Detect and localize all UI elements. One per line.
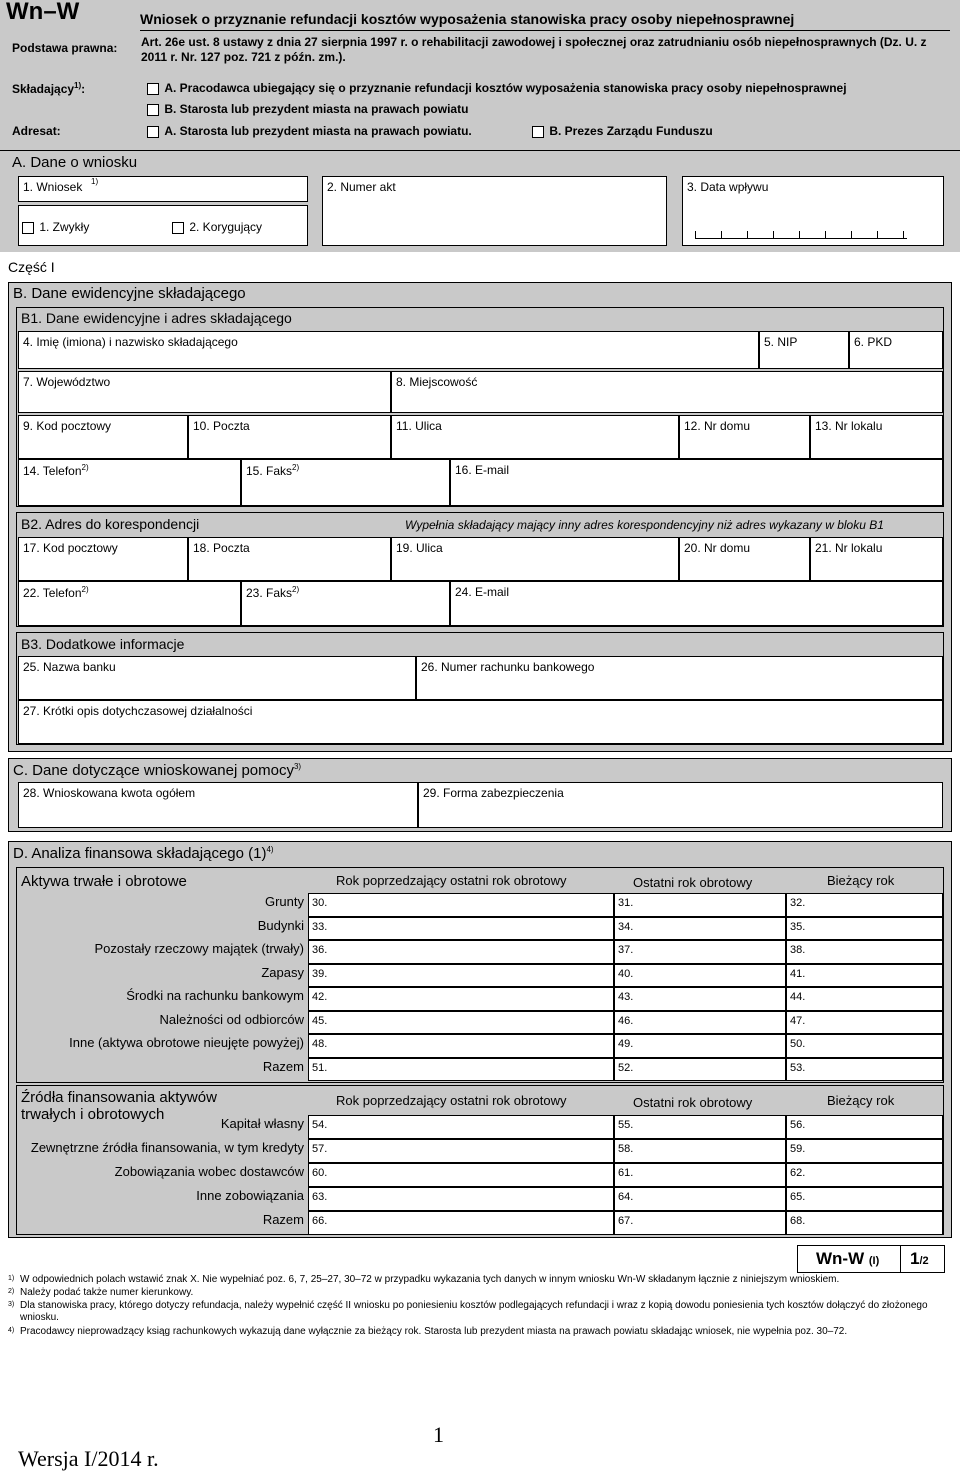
option-ordinary[interactable]: 1. Zwykły <box>22 220 89 234</box>
field-5-nip[interactable]: 5. NIP <box>759 331 849 369</box>
finance-value-cell[interactable]: 39. <box>308 964 614 988</box>
field-7-voivodeship[interactable]: 7. Województwo <box>18 371 391 413</box>
option-corrective[interactable]: 2. Korygujący <box>172 220 262 234</box>
section-c-title: C. Dane dotyczące wnioskowanej pomocy$^{3)}$ <box>13 762 302 779</box>
col-prev-year: Rok poprzedzający ostatni rok obrotowy <box>336 1093 567 1108</box>
finance-value-cell[interactable]: 34. <box>614 917 786 941</box>
finance-row-label: Zewnętrzne źródła finansowania, w tym kredyty <box>30 1140 304 1155</box>
field-17-postal-code[interactable]: 17. Kod pocztowy <box>18 537 188 581</box>
col-prev-year: Rok poprzedzający ostatni rok obrotowy <box>336 873 567 888</box>
addressee-label: Adresat: <box>12 124 61 138</box>
field-1-options <box>18 205 308 246</box>
finance-value-cell[interactable]: 41. <box>786 964 943 988</box>
finance-value-cell[interactable]: 68. <box>786 1211 943 1235</box>
field-26-account-number[interactable]: 26. Numer rachunku bankowego <box>416 656 943 700</box>
field-9-postal-code[interactable]: 9. Kod pocztowy <box>18 415 188 459</box>
submitter-label: Składający$^{1)}$: <box>12 81 86 96</box>
assets-title: Aktywa trwałe i obrotowe <box>21 873 187 890</box>
finance-value-cell[interactable]: 35. <box>786 917 943 941</box>
checkbox[interactable] <box>172 222 184 234</box>
finance-value-cell[interactable]: 52. <box>614 1058 786 1082</box>
finance-row-label: Kapitał własny <box>220 1116 304 1131</box>
col-last-year: Ostatni rok obrotowy <box>633 875 753 890</box>
finance-row-label: Budynki <box>257 917 304 933</box>
footnote-3: 3) Dla stanowiska pracy, którego dotyczy refundacja, należy wypełnić część II wniosku po poniesieniu kosztów podlegających refundacji i wraz z kopią dowodu poniesienia tych kosztów dołączyć do złożonego wniosku. <box>8 1300 928 1323</box>
field-4-name[interactable]: 4. Imię (imiona) i nazwisko składającego <box>18 331 759 369</box>
field-25-bank-name[interactable]: 25. Nazwa banku <box>18 656 416 700</box>
finance-value-cell[interactable]: 37. <box>614 940 786 964</box>
finance-value-cell[interactable]: 36. <box>308 940 614 964</box>
page-box <box>797 1245 945 1273</box>
checkbox[interactable] <box>147 83 159 95</box>
finance-row-label: Zapasy <box>261 964 304 980</box>
field-14-phone[interactable]: 14. Telefon$^{2)}$ <box>18 459 241 506</box>
finance-value-cell[interactable]: 54. <box>308 1115 614 1139</box>
finance-value-cell[interactable]: 61. <box>614 1163 786 1187</box>
section-d-title: D. Analiza finansowa składającego $(1)^{4)}$ <box>13 845 274 862</box>
form-code: Wn–W <box>6 0 80 25</box>
finance-row-label: Inne (aktywa obrotowe nieujęte powyżej) <box>69 1035 304 1050</box>
field-3-receipt-date[interactable]: 3. Data wpływu <box>682 176 944 246</box>
finance-row-label: Inne zobowiązania <box>196 1188 304 1203</box>
title-underline <box>140 30 950 31</box>
field-12-house-number[interactable]: 12. Nr domu <box>679 415 810 459</box>
finance-value-cell[interactable]: 47. <box>786 1011 943 1035</box>
field-24-email[interactable]: 24. E-mail <box>450 581 943 626</box>
field-23-fax[interactable]: 23. Faks$^{2)}$ <box>241 581 450 626</box>
form-title: Wniosek o przyznanie refundacji kosztów wyposażenia stanowiska pracy osoby niepełnosprawnej <box>140 11 795 27</box>
checkbox[interactable] <box>532 126 544 138</box>
addressee-option-a[interactable]: A. Starosta lub prezydent miasta na prawach powiatu. <box>147 124 472 138</box>
b3-title: B3. Dodatkowe informacje <box>21 636 185 652</box>
finance-value-cell[interactable]: 51. <box>308 1058 614 1082</box>
finance-row-label: Należności od odbiorców <box>159 1011 304 1027</box>
b1-title: B1. Dane ewidencyjne i adres składającego <box>21 310 292 326</box>
part-1-title: Część I <box>8 259 55 275</box>
finance-value-cell[interactable]: 56. <box>786 1115 943 1139</box>
checkbox[interactable] <box>22 222 34 234</box>
field-19-street[interactable]: 19. Ulica <box>391 537 679 581</box>
finance-value-cell[interactable]: 48. <box>308 1034 614 1058</box>
checkbox[interactable] <box>147 126 159 138</box>
footnote-2: 2) Należy podać także numer kierunkowy. <box>8 1287 194 1298</box>
legal-basis-label: Podstawa prawna: <box>12 41 118 55</box>
col-last-year: Ostatni rok obrotowy <box>633 1095 753 1110</box>
finance-value-cell[interactable]: 33. <box>308 917 614 941</box>
footnote-4: 4) Pracodawcy nieprowadzący ksiąg rachunkowych wykazują dane wyłącznie za bieżący rok. Starosta lub prezydent miasta na prawach powiatu składając wniosek, nie wypełnia poz. 30–72. <box>8 1326 848 1337</box>
finance-value-cell[interactable]: 67. <box>614 1211 786 1235</box>
page-box-page: 1/2 <box>910 1249 929 1268</box>
field-21-apartment[interactable]: 21. Nr lokalu <box>810 537 943 581</box>
finance-value-cell[interactable]: 46. <box>614 1011 786 1035</box>
finance-value-cell[interactable]: 55. <box>614 1115 786 1139</box>
field-1-request: 1. Wniosek 1) <box>18 176 308 202</box>
finance-value-cell[interactable]: 38. <box>786 940 943 964</box>
field-18-post-office[interactable]: 18. Poczta <box>188 537 391 581</box>
finance-value-cell[interactable]: 31. <box>614 893 786 917</box>
field-29-security-form[interactable]: 29. Forma zabezpieczenia <box>418 782 943 828</box>
field-10-post-office[interactable]: 10. Poczta <box>188 415 391 459</box>
finance-value-cell[interactable]: 64. <box>614 1187 786 1211</box>
checkbox[interactable] <box>147 104 159 116</box>
finance-row-label: Zobowiązania wobec dostawców <box>114 1164 304 1179</box>
addressee-option-b[interactable]: B. Prezes Zarządu Funduszu <box>532 124 713 138</box>
page-number: 1 <box>433 1422 444 1447</box>
finance-value-cell[interactable]: 49. <box>614 1034 786 1058</box>
field-6-pkd[interactable]: 6. PKD <box>849 331 943 369</box>
footnote-1: 1) W odpowiednich polach wstawić znak X. Nie wypełniać poz. 6, 7, 25–27, 30–72 w przypadku wykazania tych danych w innym wniosku Wn-W składanym łącznie z niniejszym wnioskiem. <box>8 1274 840 1285</box>
submitter-option-b[interactable]: B. Starosta lub prezydent miasta na prawach powiatu <box>147 102 468 116</box>
b2-title: B2. Adres do korespondencji <box>21 516 200 532</box>
finance-value-cell[interactable]: 59. <box>786 1139 943 1163</box>
finance-value-cell[interactable]: 58. <box>614 1139 786 1163</box>
finance-row-label: Grunty <box>264 894 304 909</box>
version-label: Wersja I/2014 r. <box>18 1446 159 1471</box>
finance-value-cell[interactable]: 53. <box>786 1058 943 1082</box>
finance-row-label: Razem <box>262 1058 304 1074</box>
field-22-phone[interactable]: 22. Telefon$^{2)}$ <box>18 581 241 626</box>
finance-row-label: Razem <box>262 1212 304 1227</box>
section-b-title: B. Dane ewidencyjne składającego <box>13 285 246 302</box>
field-13-apartment[interactable]: 13. Nr lokalu <box>810 415 943 459</box>
finance-value-cell[interactable]: 66. <box>308 1211 614 1235</box>
col-current-year: Bieżący rok <box>827 1093 895 1108</box>
sources-title: Źródła finansowania aktywów trwałych i obrotowych <box>21 1089 217 1123</box>
finance-value-cell[interactable]: 30. <box>308 893 614 917</box>
finance-value-cell[interactable]: 43. <box>614 987 786 1011</box>
finance-row-label: Pozostały rzeczowy majątek (trwały) <box>94 941 304 956</box>
finance-row-label: Środki na rachunku bankowym <box>126 988 304 1003</box>
col-current-year: Bieżący rok <box>827 873 895 888</box>
finance-value-cell[interactable]: 45. <box>308 1011 614 1035</box>
section-a-title: A. Dane o wniosku <box>12 154 138 171</box>
submitter-option-a[interactable]: A. Pracodawca ubiegający się o przyznanie refundacji kosztów wyposażenia stanowiska pracy osoby niepełnosprawnej <box>147 81 847 95</box>
field-11-street[interactable]: 11. Ulica <box>391 415 679 459</box>
finance-value-cell[interactable]: 50. <box>786 1034 943 1058</box>
field-8-city[interactable]: 8. Miejscowość <box>391 371 943 413</box>
field-27-activity-description[interactable]: 27. Krótki opis dotychczasowej działalności <box>18 700 943 744</box>
b2-hint: Wypełnia składający mający inny adres korespondencyjny niż adres wykazany w bloku B1 <box>405 518 884 532</box>
finance-value-cell[interactable]: 60. <box>308 1163 614 1187</box>
page-box-code: Wn-W (I) <box>816 1249 880 1268</box>
finance-value-cell[interactable]: 44. <box>786 987 943 1011</box>
finance-value-cell[interactable]: 57. <box>308 1139 614 1163</box>
field-16-email[interactable]: 16. E-mail <box>450 459 943 506</box>
field-20-house-number[interactable]: 20. Nr domu <box>679 537 810 581</box>
field-2-case-number[interactable]: 2. Numer akt <box>322 176 667 246</box>
finance-value-cell[interactable]: 42. <box>308 987 614 1011</box>
date-boxes <box>695 231 907 239</box>
finance-value-cell[interactable]: 40. <box>614 964 786 988</box>
finance-value-cell[interactable]: 65. <box>786 1187 943 1211</box>
finance-value-cell[interactable]: 32. <box>786 893 943 917</box>
finance-value-cell[interactable]: 63. <box>308 1187 614 1211</box>
field-15-fax[interactable]: 15. Faks$^{2)}$ <box>241 459 450 506</box>
field-28-requested-amount[interactable]: 28. Wnioskowana kwota ogółem <box>18 782 418 828</box>
legal-basis-text: Art. 26e ust. 8 ustawy z dnia 27 sierpnia 1997 r. o rehabilitacji zawodowej i społecznej oraz zatrudnianiu osób niepełnosprawnych (Dz. U. z 2011 r. Nr. 127 poz. 721 z późn. zm.). <box>141 35 927 64</box>
finance-value-cell[interactable]: 62. <box>786 1163 943 1187</box>
